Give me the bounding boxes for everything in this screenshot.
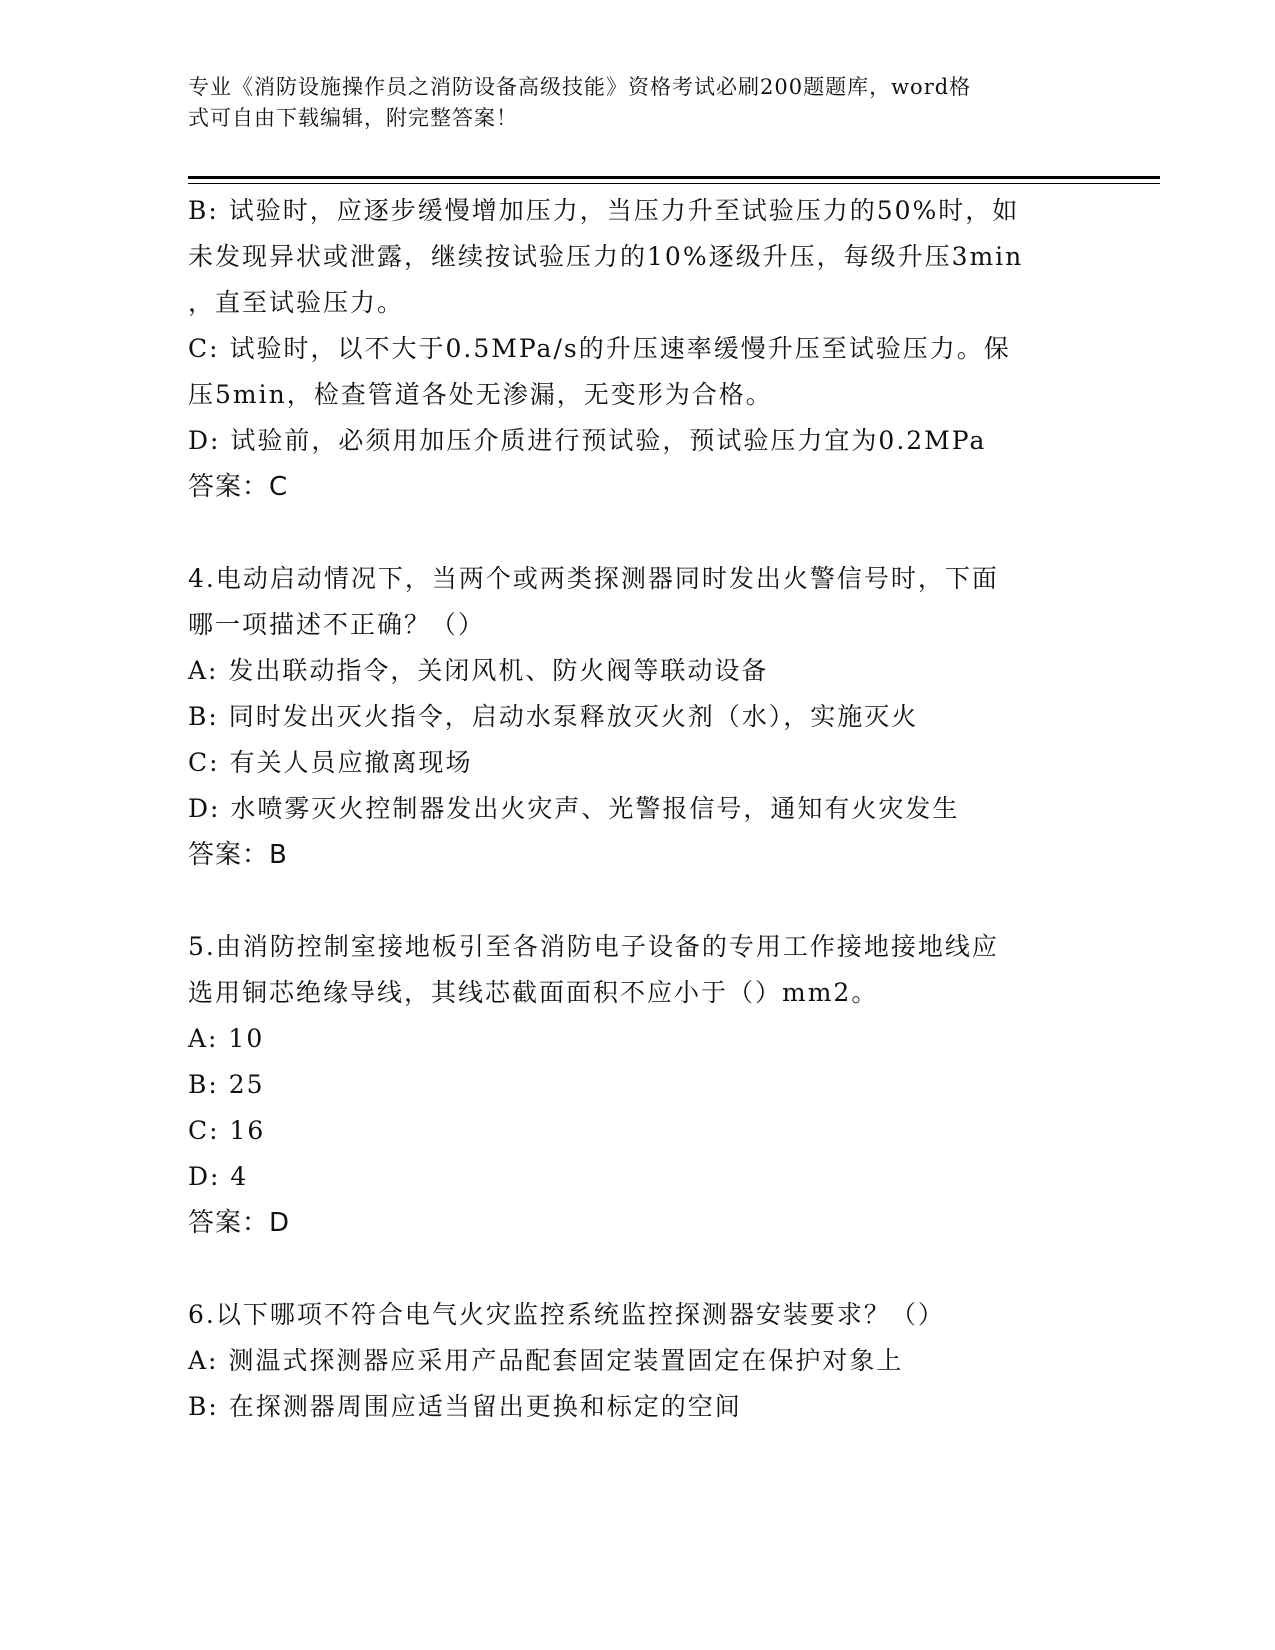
header-divider-thin bbox=[188, 183, 1160, 184]
q3-option-c-line-1: C: 试验时，以不大于0.5MPa/s的升压速率缓慢升压至试验压力。保 bbox=[188, 334, 1011, 363]
q6-option-b: B: 在探测器周围应适当留出更换和标定的空间 bbox=[188, 1392, 742, 1421]
q4-answer: 答案：B bbox=[188, 840, 288, 870]
q5-option-d: D: 4 bbox=[188, 1162, 249, 1191]
header-line-2: 式可自由下载编辑，附完整答案！ bbox=[188, 106, 518, 130]
q5-option-a: A: 10 bbox=[188, 1024, 265, 1053]
q4-stem-line-2: 哪一项描述不正确？（） bbox=[188, 610, 486, 639]
q6-option-a: A: 测温式探测器应采用产品配套固定装置固定在保护对象上 bbox=[188, 1346, 904, 1375]
q4-option-b: B: 同时发出灭火指令，启动水泵释放灭火剂（水），实施灭火 bbox=[188, 702, 919, 731]
q4-option-d: D: 水喷雾灭火控制器发出火灾声、光警报信号，通知有火灾发生 bbox=[188, 794, 960, 823]
question-content bbox=[188, 188, 1068, 1430]
question-5 bbox=[188, 924, 1068, 1246]
question-3-continued bbox=[188, 188, 1068, 510]
spacer bbox=[188, 1246, 1068, 1292]
q3-option-b-line-3: ，直至试验压力。 bbox=[188, 288, 405, 317]
q3-option-b-line-1: B: 试验时，应逐步缓慢增加压力，当压力升至试验压力的50%时，如 bbox=[188, 196, 1020, 225]
q4-option-c: C: 有关人员应撤离现场 bbox=[188, 748, 473, 777]
q3-option-d: D: 试验前，必须用加压介质进行预试验，预试验压力宜为0.2MPa bbox=[188, 426, 987, 455]
q3-option-b-line-2: 未发现异状或泄露，继续按试验压力的10%逐级升压，每级升压3min bbox=[188, 242, 1024, 271]
question-4 bbox=[188, 556, 1068, 878]
spacer bbox=[188, 878, 1068, 924]
document-header bbox=[188, 72, 1068, 134]
header-divider-thick bbox=[188, 176, 1160, 179]
q3-option-c-line-2: 压5min，检查管道各处无渗漏，无变形为合格。 bbox=[188, 380, 773, 409]
q4-stem-line-1: 4.电动启动情况下，当两个或两类探测器同时发出火警信号时，下面 bbox=[188, 564, 999, 593]
q5-option-b: B: 25 bbox=[188, 1070, 265, 1099]
spacer bbox=[188, 510, 1068, 556]
q4-option-a: A: 发出联动指令，关闭风机、防火阀等联动设备 bbox=[188, 656, 769, 685]
question-6 bbox=[188, 1292, 1068, 1430]
header-line-1: 专业《消防设施操作员之消防设备高级技能》资格考试必刷200题题库，word格 bbox=[188, 75, 972, 99]
q5-option-c: C: 16 bbox=[188, 1116, 266, 1145]
q3-answer: 答案：C bbox=[188, 472, 289, 502]
q5-stem-line-1: 5.由消防控制室接地板引至各消防电子设备的专用工作接地接地线应 bbox=[188, 932, 999, 961]
q6-stem-line-1: 6.以下哪项不符合电气火灾监控系统监控探测器安装要求？（） bbox=[188, 1300, 945, 1329]
q5-stem-line-2: 选用铜芯绝缘导线，其线芯截面面积不应小于（）mm2。 bbox=[188, 978, 879, 1007]
q5-answer: 答案：D bbox=[188, 1208, 291, 1238]
